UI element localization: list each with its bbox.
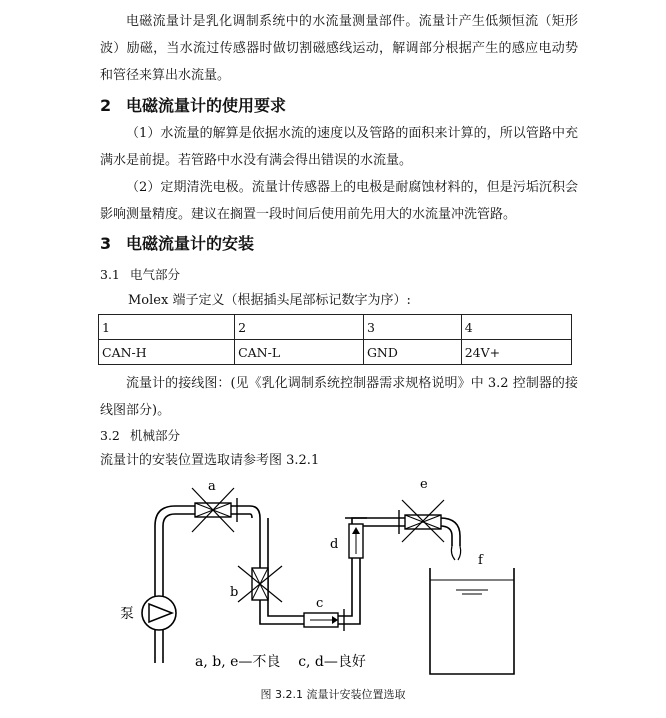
- intro-paragraph: 电磁流量计是乳化调制系统中的水流量测量部件。流量计产生低频恒流（矩形波）励磁，当水流过传感器时做切割磁感线运动，解调部分根据产生的感应电动势和管径来算出水流量。: [100, 14, 578, 83]
- label-c: c: [316, 596, 324, 611]
- subsection-3-1-heading: [100, 265, 180, 283]
- flowmeter-e-icon: [399, 500, 444, 542]
- label-b: b: [230, 585, 239, 600]
- label-e: e: [420, 477, 428, 492]
- section-2-heading: [100, 96, 286, 116]
- requirement-1-paragraph: （1）水流量的解算是依据水流的速度以及管路的面积来计算的，所以管路中充满水是前提。若管路中水没有满会得出错误的水流量。: [100, 126, 578, 168]
- flowmeter-b-icon: [238, 566, 282, 602]
- pump-label: 泵: [120, 606, 134, 622]
- section-3-number: 3: [100, 234, 112, 253]
- label-a: a: [208, 479, 216, 494]
- table-cell: GND: [363, 340, 461, 365]
- subsection-3-2-heading: [100, 426, 180, 444]
- flowmeter-a-icon: [192, 488, 237, 532]
- table-row: [99, 340, 572, 365]
- subsection-3-2-number: 3.2: [100, 428, 120, 443]
- section-3-heading: [100, 234, 254, 254]
- table-header-row: [99, 315, 572, 340]
- label-d: d: [330, 537, 339, 552]
- tank-icon: [430, 568, 514, 674]
- table-cell: CAN-L: [235, 340, 364, 365]
- figure-legend: a, b, e—不良 c, d—良好: [195, 654, 366, 670]
- table-cell: CAN-H: [99, 340, 235, 365]
- flowmeter-d-icon: [345, 518, 367, 558]
- subsection-3-2-title: 机械部分: [130, 428, 181, 443]
- label-f: f: [478, 553, 483, 568]
- table-cell: 3: [363, 315, 461, 340]
- install-position-diagram: [100, 476, 542, 676]
- molex-definition-text: Molex 端子定义（根据插头尾部标记数字为序）:: [128, 293, 411, 308]
- table-cell: 4: [461, 315, 571, 340]
- section-2-number: 2: [100, 96, 112, 115]
- table-cell: 24V+: [461, 340, 571, 365]
- outlet-nozzle-icon: [451, 546, 460, 560]
- install-position-text: 流量计的安装位置选取请参考图 3.2.1: [100, 453, 320, 468]
- table-cell: 2: [235, 315, 364, 340]
- subsection-3-1-number: 3.1: [100, 267, 120, 282]
- molex-terminal-table: [98, 314, 572, 365]
- subsection-3-1-title: 电气部分: [130, 267, 181, 282]
- section-3-title: 电磁流量计的安装: [126, 234, 255, 253]
- wiring-paragraph: 流量计的接线图：(见《乳化调制系统控制器需求规格说明》中 3.2 控制器的接线图部分)。: [100, 376, 578, 418]
- pump-icon: [142, 596, 176, 630]
- requirement-2-paragraph: （2）定期清洗电极。流量计传感器上的电极是耐腐蚀材料的，但是污垢沉积会影响测量精度。建议在搁置一段时间后使用前先用大的水流量冲洗管路。: [100, 180, 578, 222]
- table-cell: 1: [99, 315, 235, 340]
- figure-caption: 图 3.2.1 流量计安装位置选取: [260, 688, 406, 701]
- flowmeter-c-icon: [304, 609, 344, 631]
- section-2-title: 电磁流量计的使用要求: [126, 96, 287, 115]
